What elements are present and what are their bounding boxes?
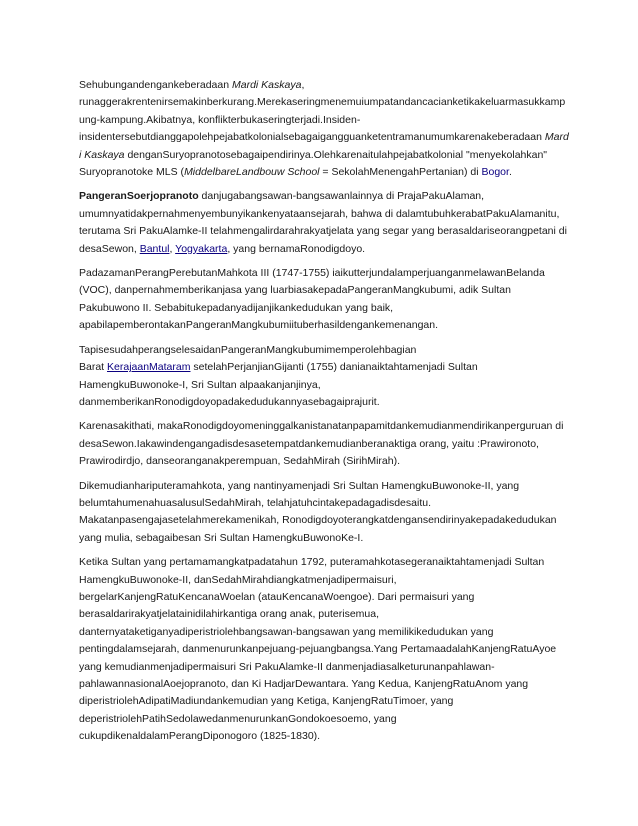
bantul-link[interactable]: Bantul (139, 242, 170, 255)
p6-line-3: Makatanpasengajasetelahmerekamenikah, Ronodigdoyoterangkatdengansendirinyakepadakedudukan (79, 514, 557, 527)
p7-line-2: HamengkuBuwonoke-II, danSedahMirahdiangkatmenjadipermaisuri, (79, 573, 397, 586)
paragraph-5 (79, 418, 567, 470)
paragraph-1 (79, 77, 567, 181)
p7-line-5: danternyataketiganyadiperistriolehbangsawan-bangsawan yang memilikikedudukan yang (79, 625, 494, 638)
p1-line-6 (79, 164, 567, 181)
p7-line-7: yang kemudianmenjadipermaisuri Sri PakuAlamke-II danmenjadiasalketurunanpahlawan- (79, 660, 495, 673)
p1-text: Suryopranotoke MLS ( (79, 166, 185, 179)
p2-text: desaSewon, (79, 242, 140, 255)
p2-comma: , (169, 242, 176, 255)
p3-line-1: PadazamanPerangPerebutanMahkota III (1747-1755) iaikutterjundalamperjuanganmelawanBelanda (79, 267, 545, 280)
p4-text: setelahPerjanjianGijanti (1755) danianaiktahtamenjadi Sultan (190, 361, 478, 374)
p7-line-3: bergelarKanjengRatuKencanaWoelan (atauKencanaWoengoe). Dari permaisuri yang (79, 590, 475, 603)
p7-line-8: pahlawannasionalAoejopranoto, dan Ki HadjarDewantara. Yang Kedua, KanjengRatuAnom yang (79, 678, 529, 690)
p2-line-1 (79, 188, 567, 205)
paragraph-2 (79, 188, 567, 258)
p1-text: denganSuryopranotosebagaipendirinya.Olehkarenaitulahpejabatkolonial "menyekolahkan" (124, 148, 548, 161)
p5-line-2: desaSewon.Iakawindengangadisdesasetempatdankemudianberanaktiga orang, yaitu :Prawironoto, (79, 437, 539, 450)
paragraph-6 (79, 478, 567, 548)
p7-line-6: pentingdalamsejarah, danmenurunkanpejuang-pejuangbangsa.Yang PertamaadalahKanjengRatuAyoe (79, 643, 557, 656)
p3-line-3: Pakubuwono II. Sebabitukepadanyadijanjikankedudukan yang baik, (79, 301, 394, 314)
p1-line-4 (79, 129, 567, 146)
p2-text: danjugabangsawan-bangsawanlainnya di PrajaPakuAlaman, (198, 190, 485, 203)
p3-line-2: (VOC), danpernahmemberikanjasa yang luarbiasakepadaPangeranMangkubumi, adik Sultan (79, 284, 511, 297)
kerajaan-mataram-link[interactable]: KerajaanMataram (107, 361, 191, 374)
soerjopranoto-bold: PangeranSoerjopranoto (79, 190, 199, 203)
paragraph-4 (79, 342, 567, 412)
p2-line-4 (79, 241, 567, 258)
document-body (79, 77, 567, 753)
mard-italic: Mard (544, 131, 569, 144)
p1-comma: , (301, 79, 305, 91)
paragraph-7 (79, 554, 567, 745)
p1-text: insidentersebutdianggapolehpejabatkolonialsebagaigangguanketentramanumumkarenakeberadaan (79, 131, 545, 144)
p3-line-4: apabilapemberontakanPangeranMangkubumiituberhasildengankemenangan. (79, 319, 439, 332)
p7-line-1: Ketika Sultan yang pertamamangkatpadatahun 1792, puteramahkotasegeranaiktahtamenjadi Sultan (79, 556, 545, 569)
p6-line-2: belumtahumenahuasalusulSedahMirah, telahjatuhcintakepadagadisdesaitu. (79, 496, 431, 509)
bogor-link[interactable]: Bogor (481, 166, 509, 179)
p1-line-1 (79, 77, 567, 94)
p7-line-9: diperistriolehAdipatiMadiundankemudian yang Ketiga, KanjengRatuTimoer, yang (79, 695, 454, 708)
p4-text: Barat (79, 361, 108, 374)
paragraph-3 (79, 265, 567, 335)
p4-line-4: danmemberikanRonodigdoyopadakedudukannyasebagaiprajurit. (79, 395, 380, 408)
p1-line-2: runaggerakrentenirsemakinberkurang.Merekaseringmenemuiumpatandancacianketikakeluarmasukkamp (79, 96, 566, 109)
p1-text: Sehubungandengankeberadaan (79, 79, 232, 91)
p4-line-3: HamengkuBuwonoke-I, Sri Sultan alpaakanjanjinya, (79, 378, 321, 391)
p2-text: , yang bernamaRonodigdoyo. (227, 242, 366, 255)
p1-line-5 (79, 147, 567, 164)
p1-text: = SekolahMenengahPertanian) di (319, 166, 482, 179)
yogyakarta-link[interactable]: Yogyakarta (175, 242, 228, 255)
p4-line-1: TapisesudahperangselesaidanPangeranMangkubumimemperolehbagian (79, 343, 417, 356)
p4-line-2 (79, 359, 567, 376)
p5-line-3: Prawirodirdjo, danseoranganakperempuan, SedahMirah (SirihMirah). (79, 455, 400, 468)
i-kaskaya-italic: i Kaskaya (79, 148, 125, 161)
mls-italic: MiddelbareLandbouw School (184, 166, 320, 179)
p5-line-1: Karenasakithati, makaRonodigdoyomeninggalkanistanatanpapamitdankemudianmendirikanperguruan di (79, 420, 564, 433)
p2-line-2: umumnyatidakpernahmenyembunyikankenyataansejarah, bahwa di dalamtubuhkerabatPakuAlamanitu, (79, 207, 560, 220)
p7-line-10: deperistriolehPatihSedolawedanmenurunkanGondokoesoemo, yang (79, 712, 397, 725)
p2-line-3: terutama Sri PakuAlamke-II telahmengalirdarahrakyatjelata yang segar yang berasaldariseorangpetani di (79, 225, 567, 238)
p1-line-3: ung-kampung.Akibatnya, konflikterbukaseringterjadi.Insiden- (79, 113, 361, 126)
p7-line-4: berasaldarirakyatjelatainidilahirkantiga orang anak, puterisemua, (79, 608, 380, 621)
p1-period: . (508, 166, 512, 179)
p6-line-1: Dikemudianhariputeramahkota, yang nantinyamenjadi Sri Sultan HamengkuBuwonoke-II, yang (79, 479, 520, 492)
p6-line-4: yang mulia, sebagaibesan Sri Sultan HamengkuBuwonoKe-I. (79, 531, 364, 544)
mardi-kaskaya-italic: Mardi Kaskaya (231, 79, 302, 91)
p7-line-11: cukupdikenaldalamPerangDiponogoro (1825-1830). (79, 730, 321, 743)
